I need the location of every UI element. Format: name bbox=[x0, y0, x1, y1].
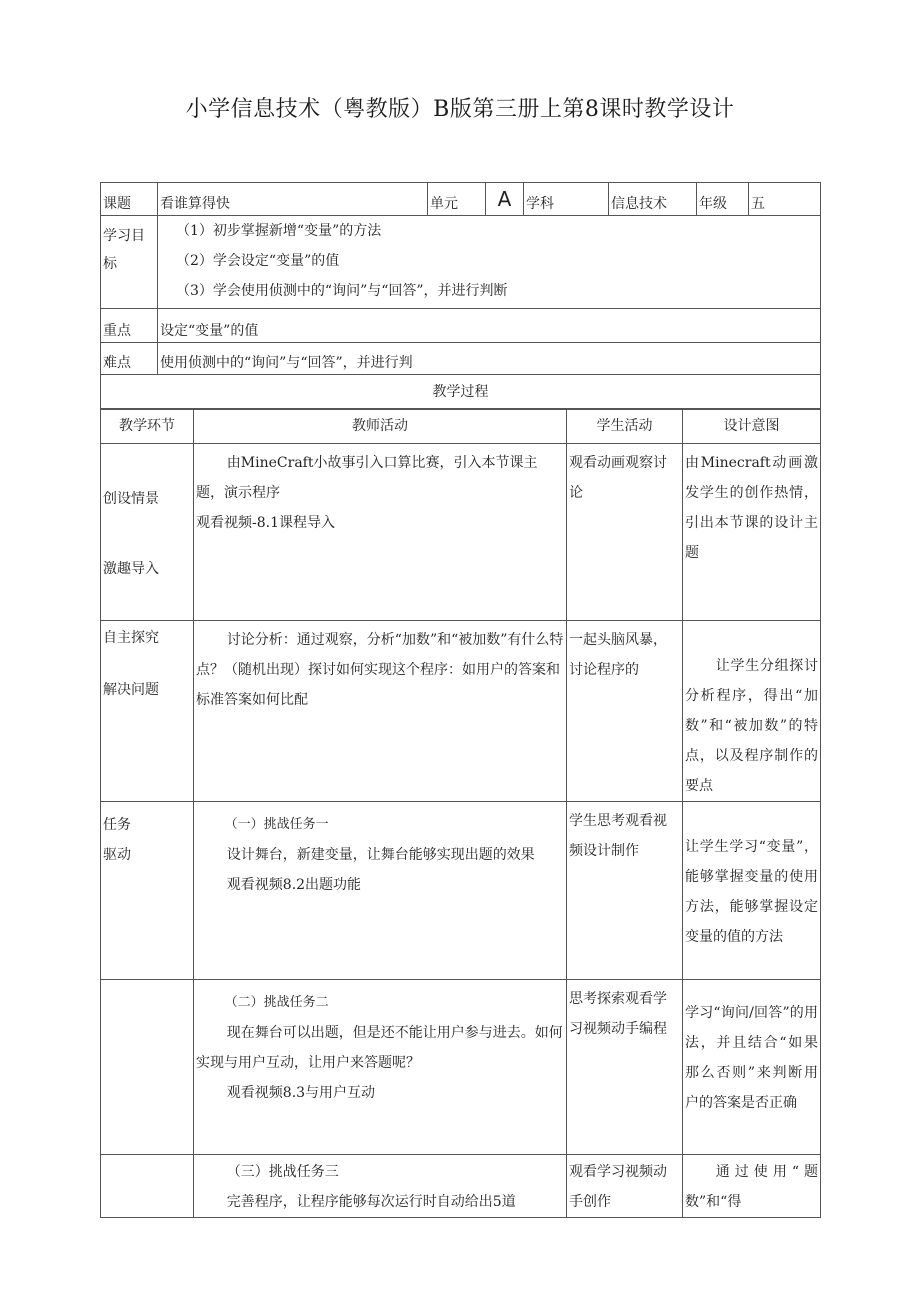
teaching-process-table bbox=[100, 408, 821, 1218]
stage-cell bbox=[101, 444, 194, 621]
grade-label: 年级 bbox=[697, 183, 749, 216]
task-title: （一）挑战任务一 bbox=[224, 817, 329, 832]
stage-label: 创设情景 bbox=[103, 491, 159, 507]
task-title: （三）挑战任务三 bbox=[226, 1164, 339, 1180]
key-point-row bbox=[101, 309, 821, 343]
key-point-value: 设定“变量”的值 bbox=[158, 309, 821, 343]
objectives-list bbox=[158, 216, 821, 309]
unit-value: A bbox=[486, 183, 524, 216]
teacher-activity bbox=[194, 444, 567, 621]
column-header: 教师活动 bbox=[194, 409, 567, 444]
teacher-activity bbox=[194, 621, 567, 802]
topic-row bbox=[101, 183, 821, 216]
process-header-row bbox=[101, 409, 821, 444]
teacher-text: 完善程序，让程序能够每次运行时自动给出5道 bbox=[226, 1194, 516, 1210]
subject-label: 学科 bbox=[524, 183, 609, 216]
stage-label: 自主探究 bbox=[103, 630, 159, 646]
lesson-info-table bbox=[100, 182, 821, 410]
student-activity: 学生思考观看视频设计制作 bbox=[567, 802, 683, 980]
column-header: 教学环节 bbox=[101, 409, 194, 444]
table-row bbox=[101, 621, 821, 802]
difficulty-value: 使用侦测中的“询问”与“回答”，并进行判 bbox=[158, 343, 821, 375]
student-activity: 观看动画观察讨论 bbox=[567, 444, 683, 621]
teacher-text: 设计舞台，新建变量，让舞台能够实现出题的效果 bbox=[226, 847, 535, 863]
topic-label: 课题 bbox=[101, 183, 158, 216]
table-row bbox=[101, 1155, 821, 1218]
objectives-label: 学习目标 bbox=[101, 216, 158, 309]
design-intent: 通过使用“题数”和“得 bbox=[683, 1155, 821, 1218]
teacher-text: 观看视频8.2出题功能 bbox=[226, 877, 362, 893]
stage-label: 解决问题 bbox=[103, 682, 159, 698]
page-title: 小学信息技术（粤教版）B版第三册上第8课时教学设计 bbox=[185, 97, 735, 122]
design-intent: 让学生分组探讨分析程序，得出“加数”和“被加数”的特点，以及程序制作的要点 bbox=[683, 621, 821, 802]
stage-label: 激趣导入 bbox=[103, 561, 159, 577]
student-activity: 观看学习视频动手创作 bbox=[567, 1155, 683, 1218]
objective-item: （1）初步掌握新增“变量”的方法 bbox=[176, 223, 382, 239]
task-title: （二）挑战任务二 bbox=[224, 995, 329, 1010]
table-row bbox=[101, 802, 821, 980]
difficulty-label: 难点 bbox=[101, 343, 158, 375]
objective-item: （3）学会使用侦测中的“询问”与“回答”，并进行判断 bbox=[176, 283, 508, 299]
table-row bbox=[101, 444, 821, 621]
teacher-text: 现在舞台可以出题，但是还不能让用户参与进去。如何实现与用户互动，让用户来答题呢？ bbox=[196, 1025, 563, 1071]
process-heading-row bbox=[101, 375, 821, 410]
teacher-text: 观看视频-8.1课程导入 bbox=[196, 515, 335, 531]
teacher-text: 讨论分析：通过观察，分析“加数”和“被加数”有什么特点？（随机出现）探讨如何实现这个程序：如用户的答案和标准答案如何比配 bbox=[196, 632, 564, 708]
teacher-activity bbox=[194, 1155, 567, 1218]
table-row bbox=[101, 980, 821, 1155]
objectives-row bbox=[101, 216, 821, 309]
stage-cell bbox=[101, 802, 194, 980]
teacher-text: 观看视频8.3与用户互动 bbox=[226, 1085, 376, 1101]
stage-label: 驱动 bbox=[103, 847, 131, 863]
design-intent: 学习“询问/回答”的用法，并且结合“如果那么否则”来判断用户的答案是否正确 bbox=[683, 980, 821, 1155]
column-header: 设计意图 bbox=[683, 409, 821, 444]
student-activity: 思考探索观看学习视频动手编程 bbox=[567, 980, 683, 1155]
objective-item: （2）学会设定“变量”的值 bbox=[176, 253, 340, 269]
teacher-activity bbox=[194, 802, 567, 980]
column-header: 学生活动 bbox=[567, 409, 683, 444]
teacher-text: 由MineCraft小故事引入口算比赛，引入本节课主题，演示程序 bbox=[196, 455, 538, 501]
stage-cell bbox=[101, 980, 194, 1155]
stage-cell bbox=[101, 1155, 194, 1218]
unit-label: 单元 bbox=[428, 183, 486, 216]
difficulty-row bbox=[101, 343, 821, 375]
teacher-activity bbox=[194, 980, 567, 1155]
design-intent: 让学生学习“变量”，能够掌握变量的使用方法，能够掌握设定变量的值的方法 bbox=[683, 802, 821, 980]
topic-value: 看谁算得快 bbox=[158, 183, 428, 216]
grade-value: 五 bbox=[749, 183, 821, 216]
subject-value: 信息技术 bbox=[609, 183, 697, 216]
key-point-label: 重点 bbox=[101, 309, 158, 343]
stage-label: 任务 bbox=[103, 817, 131, 833]
design-intent: 由Minecraft动画激发学生的创作热情，引出本节课的设计主题 bbox=[683, 444, 821, 621]
stage-cell bbox=[101, 621, 194, 802]
student-activity: 一起头脑风暴，讨论程序的 bbox=[567, 621, 683, 802]
process-heading: 教学过程 bbox=[101, 375, 821, 410]
